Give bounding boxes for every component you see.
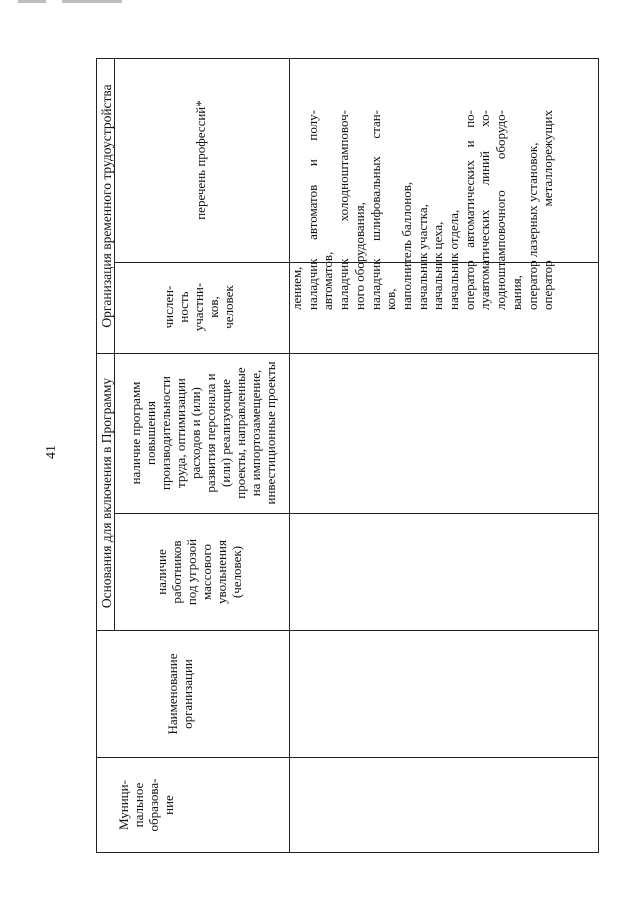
scan-mark — [62, 0, 122, 3]
column-header-municipality: Муници- пальное образова- ние — [116, 778, 176, 832]
column-header-professions: перечень профессий* — [192, 100, 208, 220]
list-item: вания, — [508, 275, 524, 310]
list-item: ков, — [383, 288, 399, 310]
list-item: начальник участка, — [414, 204, 430, 310]
column-header-workers-threat: наличие работников под угрозой массового увольнения (человек) — [154, 538, 244, 606]
column-header-programs: наличие программ повышения производительности труда, оптимизации расходов и (или) развития персонала и (или) реализующие проекты, направленные на импортозамещение, инвестиционные проекты — [128, 361, 278, 505]
list-item: луавтоматических линий хо- — [477, 110, 493, 310]
column-rule — [96, 630, 599, 631]
column-rule — [114, 513, 599, 514]
list-item: ного оборудования, — [351, 202, 367, 310]
list-item: наладчик холодноштамповоч- — [336, 110, 352, 310]
list-item: начальник отдела, — [446, 209, 462, 310]
professions-list — [289, 110, 589, 310]
table-border-bottom — [598, 58, 599, 853]
list-item: оператор металлорежущих — [540, 110, 556, 310]
group-header-basis: Основания для включения в Программу — [99, 377, 114, 609]
list-item: наладчик автоматов и полу- — [304, 110, 320, 310]
column-header-organization: Наименование организации — [165, 653, 195, 735]
list-item: начальник цеха, — [430, 221, 446, 310]
list-item: лодноштамповочного оборудо- — [493, 110, 509, 310]
group-header-temp-employment: Организация временного трудоустройства — [99, 84, 114, 328]
list-item: наполнитель баллонов, — [398, 181, 414, 310]
list-item: автоматов, — [320, 251, 336, 310]
page-number: 41 — [44, 445, 59, 459]
list-item: наладчик шлифовальных стан- — [367, 110, 383, 310]
table-border-left — [96, 852, 599, 853]
list-item: лением, — [289, 266, 304, 310]
table-border-right — [96, 58, 599, 59]
group-divider — [96, 353, 599, 354]
list-item: оператор автоматических и по- — [461, 110, 477, 310]
list-item: оператор лазерных установок, — [524, 142, 540, 310]
column-header-participants: числен- ность участни- ков, человек — [160, 282, 236, 332]
scan-mark — [18, 0, 46, 3]
